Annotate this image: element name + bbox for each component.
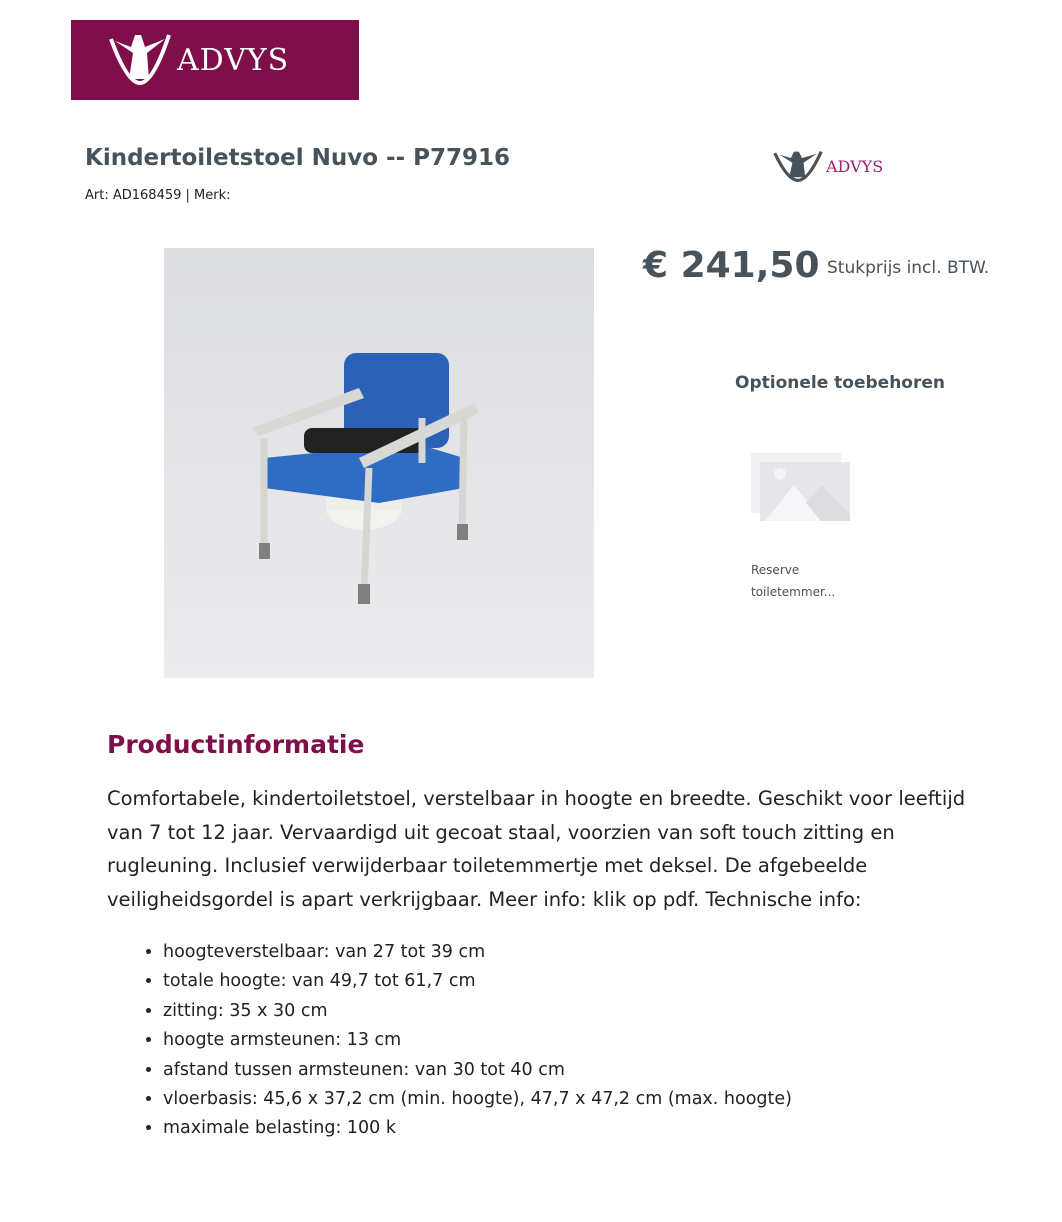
- spec-item: • afstand tussen armsteunen: van 30 tot 40 cm: [163, 1056, 792, 1085]
- product-meta: Art: AD168459 | Merk:: [85, 188, 231, 203]
- product-title: Kindertoiletstoel Nuvo -- P77916: [85, 145, 511, 171]
- spec-item: • zitting: 35 x 30 cm: [163, 997, 792, 1026]
- price-note: Stukprijs incl. BTW.: [827, 258, 990, 278]
- product-info-heading: Productinformatie: [107, 730, 365, 759]
- spec-item: • vloerbasis: 45,6 x 37,2 cm (min. hoogte), 47,7 x 47,2 cm (max. hoogte): [163, 1085, 792, 1114]
- accessory-item[interactable]: [751, 453, 851, 603]
- site-logo[interactable]: [71, 20, 359, 100]
- image-placeholder-icon: [751, 453, 851, 523]
- spec-item: • hoogteverstelbaar: van 27 tot 39 cm: [163, 938, 792, 967]
- brand-logo-text: ADVYS: [826, 156, 884, 176]
- advys-emblem-icon: [107, 31, 173, 89]
- spec-item: • hoogte armsteunen: 13 cm: [163, 1026, 792, 1055]
- advys-emblem-icon: [770, 150, 826, 182]
- toilet-chair-image: [164, 248, 594, 678]
- logo-text: ADVYS: [177, 42, 290, 78]
- accessories-heading: Optionele toebehoren: [735, 373, 945, 393]
- accessory-name[interactable]: Reserve toiletemmer...: [751, 563, 836, 599]
- spec-list: [163, 938, 792, 1144]
- brand-logo[interactable]: [770, 150, 883, 182]
- product-price: € 241,50: [643, 245, 820, 286]
- spec-item: • totale hoogte: van 49,7 tot 61,7 cm: [163, 967, 792, 996]
- spec-item: • maximale belasting: 100 k: [163, 1114, 792, 1143]
- product-description: Comfortabele, kindertoiletstoel, verstelbaar in hoogte en breedte. Geschikt voor leeftijd van 7 tot 12 jaar. Vervaardigd uit gecoat staal, voorzien van soft touch zitting en rugleuning. Inclusief verwijderbaar toiletemmertje met deksel. De afgebeelde veiligheidsgordel is apart verkrijgbaar. Meer info: klik op pdf. Technische info:: [107, 787, 966, 911]
- product-image[interactable]: [164, 248, 594, 678]
